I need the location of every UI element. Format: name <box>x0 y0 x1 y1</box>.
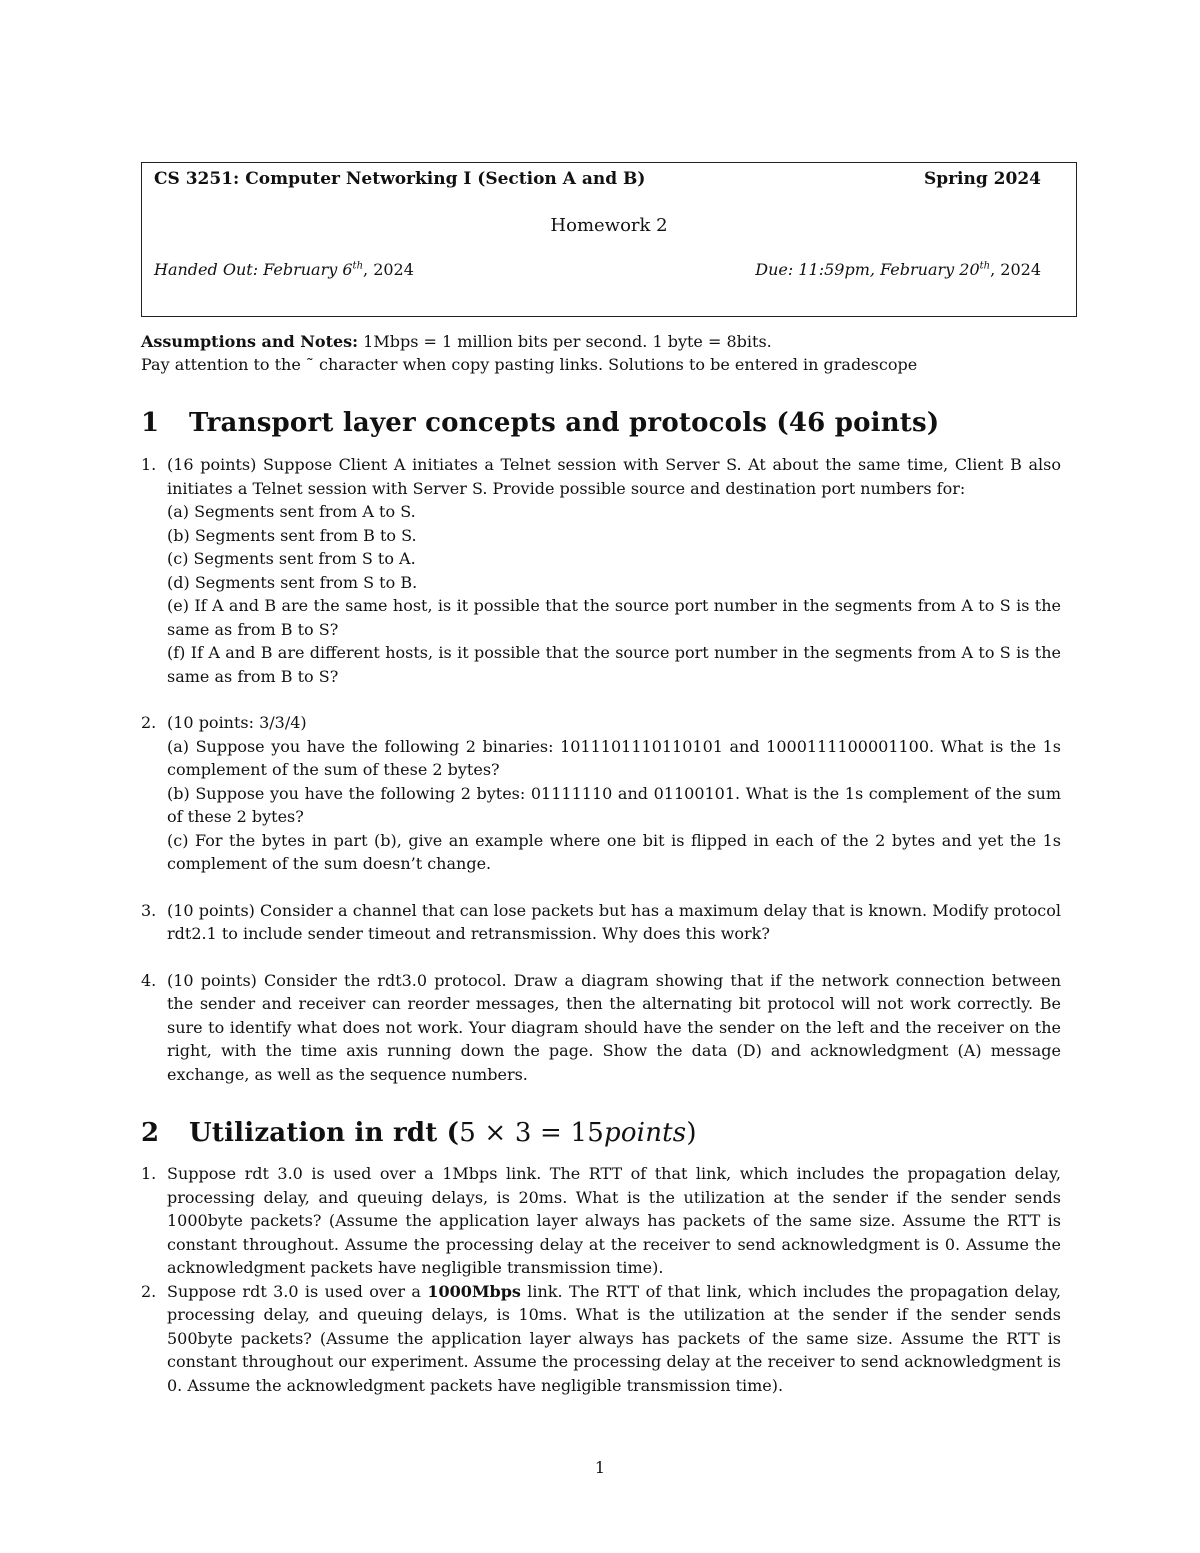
handed-out-date: Handed Out: February 6th, 2024 <box>154 260 414 279</box>
term: Spring 2024 <box>923 169 1041 189</box>
due-date: Due: 11:59pm, February 20th, 2024 <box>755 260 1041 279</box>
course-title: CS 3251: Computer Networking I (Section A and B) <box>154 169 646 189</box>
page-number: 1 <box>594 1458 606 1477</box>
question-2-2: 2. Suppose rdt 3.0 is used over a 1000Mbps link. The RTT of that link, which includes the propagation delay, processing delay, and queuing delays, is 10ms. What is the utilization at the sender if the sender sends 500byte packets? (Assume the application layer always has packets of the same size. Assume the RTT is constant throughout our experiment. Assume the processing delay at the receiver to send acknowledgment is 0. Assume the acknowledgment packets have negligible transmission time). <box>141 1281 1062 1395</box>
question-2-1: 1. Suppose rdt 3.0 is used over a 1Mbps link. The RTT of that link, which includes the propagation delay, processing delay, and queuing delays, is 20ms. What is the utilization at the sender if the sender sends 1000byte packets? (Assume the application layer always has packets of the same size. Assume the RTT is constant throughout. Assume the processing delay at the receiver to send acknowledgment is 0. Assume the acknowledgment packets have negligible transmission time). <box>141 1164 1061 1277</box>
section-2-heading: 2 Utilization in rdt (5 × 3 = 15points) <box>141 1118 697 1148</box>
homework-title: Homework 2 <box>550 215 668 236</box>
question-1-1: 1. (16 points) Suppose Client A initiates a Telnet session with Server S. At about the same time, Client B also initiates a Telnet session with Server S. Provide possible source and destination port numbers for: (a) Segments sent from A to S. (b) Segments sent from B to S. (c) Segments sent from S to A. (d) Segments sent from S to B. (e) If A and B are the same host, is it possible that the source port number in the segments from A to S is the same as from B to S? (f) If A and B are different hosts, is it possible that the source port number in the segments from A to S is the same as from B to S? <box>141 455 1061 686</box>
section-1-heading: 1 Transport layer concepts and protocols (46 points) <box>141 408 940 438</box>
section-1-questions <box>141 453 1061 1086</box>
section-2-questions <box>141 1162 1061 1397</box>
question-1-4: 4. (10 points) Consider the rdt3.0 protocol. Draw a diagram showing that if the network connection between the sender and receiver can reorder messages, then the alternating bit protocol will not work correctly. Be sure to identify what does not work. Your diagram should have the sender on the left and the receiver on the right, with the time axis running down the page. Show the data (D) and acknowledgment (A) message exchange, as well as the sequence numbers. <box>141 970 1061 1084</box>
question-1-3: 3. (10 points) Consider a channel that can lose packets but has a maximum delay that is known. Modify protocol rdt2.1 to include sender timeout and retransmission. Why does this work? <box>141 900 1061 943</box>
header-box <box>141 162 1077 317</box>
notes-label: Assumptions and Notes: <box>141 332 359 351</box>
notes-line2: Pay attention to the ˜ character when copy pasting links. Solutions to be entered in gradescope <box>141 355 918 374</box>
notes-line1: 1Mbps = 1 million bits per second. 1 byte = 8bits. <box>358 332 772 351</box>
assumptions-notes <box>141 330 1066 376</box>
question-1-2: 2. (10 points: 3/3/4) (a) Suppose you have the following 2 binaries: 1011101110110101 and 1000111100001100. What is the 1s complement of the sum of these 2 bytes? (b) Suppose you have the following 2 bytes: 01111110 and 01100101. What is the 1s complement of the sum of these 2 bytes? (c) For the bytes in part (b), give an example where one bit is flipped in each of the 2 bytes and yet the 1s complement of the sum doesn’t change. <box>141 713 1061 873</box>
